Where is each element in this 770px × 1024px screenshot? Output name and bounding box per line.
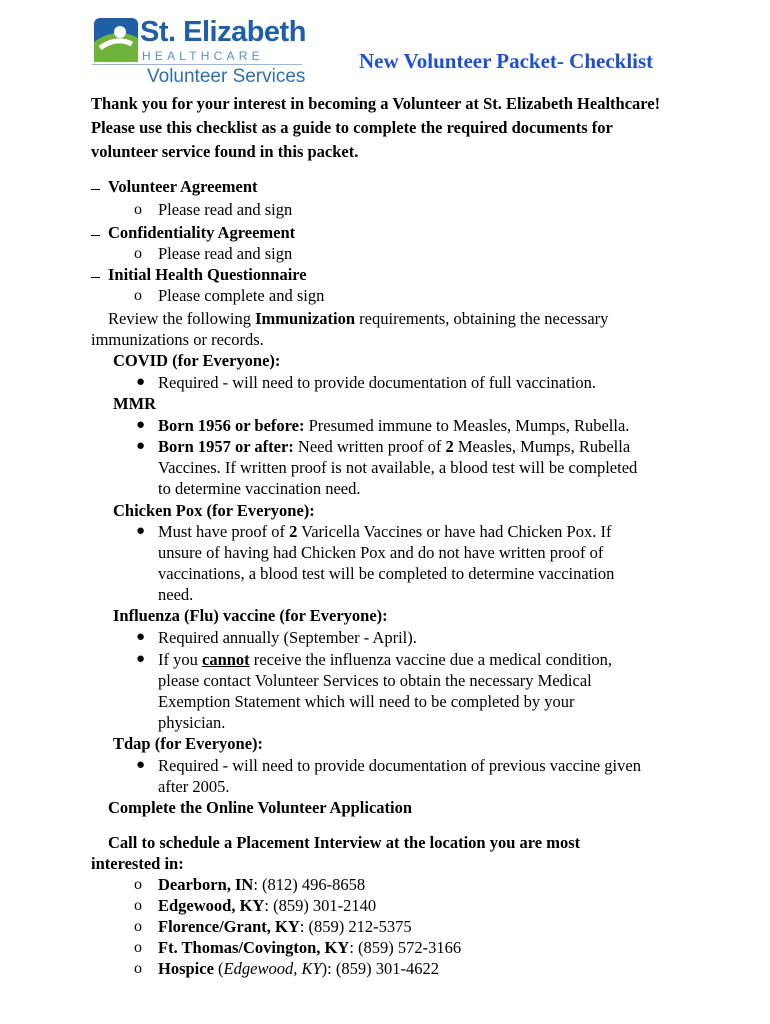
checklist-subitem: Please read and sign xyxy=(158,200,293,219)
location-item: Hospice (Edgewood, KY): (859) 301-4622 xyxy=(158,959,439,978)
mmr-item-2-line3: to determine vaccination need. xyxy=(158,479,361,498)
intro-paragraph: Thank you for your interest in becoming a Volunteer at St. Elizabeth Healthcare! Please use this checklist as a guide to complete the required documents for volunteer service found in this packet. xyxy=(91,94,661,161)
tdap-line2: after 2005. xyxy=(158,777,230,796)
logo-mark-icon xyxy=(94,18,138,62)
org-logo xyxy=(92,16,312,90)
mmr-item-2: Born 1957 or after: Need written proof of 2 Measles, Mumps, Rubella xyxy=(158,437,631,456)
circle-bullet-icon: o xyxy=(134,939,142,956)
covid-heading: COVID (for Everyone): xyxy=(113,351,281,370)
mmr-item-2-line2: Vaccines. If written proof is not available, a blood test will be completed xyxy=(158,458,638,477)
circle-bullet-icon: o xyxy=(134,287,142,304)
immunization-intro: Review the following Immunization requirements, obtaining the necessary xyxy=(108,309,609,328)
flu-item-1: Required annually (September - April). xyxy=(158,628,417,647)
mmr-heading: MMR xyxy=(113,394,157,413)
flu-item-2-line3: Exemption Statement which will need to be completed by your xyxy=(158,692,575,711)
circle-bullet-icon: o xyxy=(134,245,142,262)
bullet-icon: ● xyxy=(136,523,146,539)
checkbox-blank-icon xyxy=(91,189,100,190)
mmr-item-1: Born 1956 or before: Presumed immune to Measles, Mumps, Rubella. xyxy=(158,416,630,435)
chickenpox-line2: unsure of having had Chicken Pox and do not have written proof of xyxy=(158,543,604,562)
bullet-icon: ● xyxy=(136,651,146,667)
location-item: Florence/Grant, KY: (859) 212-5375 xyxy=(158,917,412,936)
page-title: New Volunteer Packet- Checklist xyxy=(359,49,654,73)
flu-item-2: If you cannot receive the influenza vaccine due a medical condition, xyxy=(158,650,613,669)
immunization-intro-line2: immunizations or records. xyxy=(91,330,264,349)
circle-bullet-icon: o xyxy=(134,897,142,914)
chickenpox-heading: Chicken Pox (for Everyone): xyxy=(113,501,315,520)
flu-heading: Influenza (Flu) vaccine (for Everyone): xyxy=(113,606,388,625)
logo-org-name: St. Elizabeth xyxy=(140,16,306,48)
chickenpox-line3: vaccinations, a blood test will be completed to determine vaccination xyxy=(158,564,615,583)
chickenpox-line4: need. xyxy=(158,585,194,604)
tdap-line1: Required - will need to provide documentation of previous vaccine given xyxy=(158,756,641,775)
bullet-icon: ● xyxy=(136,438,146,454)
tdap-heading: Tdap (for Everyone): xyxy=(113,734,264,753)
interview-line2: interested in: xyxy=(91,854,184,873)
circle-bullet-icon: o xyxy=(134,876,142,893)
online-application-item: Complete the Online Volunteer Application xyxy=(108,798,413,817)
covid-item: Required - will need to provide documentation of full vaccination. xyxy=(158,373,597,392)
flu-item-2-line2: please contact Volunteer Services to obtain the necessary Medical xyxy=(158,671,592,690)
circle-bullet-icon: o xyxy=(134,960,142,977)
location-item: Ft. Thomas/Covington, KY: (859) 572-3166 xyxy=(158,938,462,957)
checklist-item: Initial Health Questionnaire xyxy=(91,264,307,285)
checkbox-blank-icon xyxy=(91,235,100,236)
location-item: Dearborn, IN: (812) 496-8658 xyxy=(158,875,366,894)
circle-bullet-icon: o xyxy=(134,918,142,935)
interview-line1: Call to schedule a Placement Interview at the location you are most xyxy=(108,833,581,852)
logo-dept-name: Volunteer Services xyxy=(147,66,306,87)
circle-bullet-icon: o xyxy=(134,201,142,218)
logo-org-sub: HEALTHCARE xyxy=(142,49,264,63)
location-item: Edgewood, KY: (859) 301-2140 xyxy=(158,896,377,915)
bullet-icon: ● xyxy=(136,374,146,390)
bullet-icon: ● xyxy=(136,757,146,773)
checklist-subitem: Please read and sign xyxy=(158,244,293,263)
logo-divider xyxy=(92,64,302,65)
checkbox-blank-icon xyxy=(91,277,100,278)
chickenpox-line1: Must have proof of 2 Varicella Vaccines or have had Chicken Pox. If xyxy=(158,522,612,541)
checklist-subitem: Please complete and sign xyxy=(158,286,325,305)
flu-item-2-line4: physician. xyxy=(158,713,226,732)
checklist-item: Volunteer Agreement xyxy=(91,176,258,197)
checklist-item: Confidentiality Agreement xyxy=(91,222,295,243)
bullet-icon: ● xyxy=(136,417,146,433)
bullet-icon: ● xyxy=(136,629,146,645)
